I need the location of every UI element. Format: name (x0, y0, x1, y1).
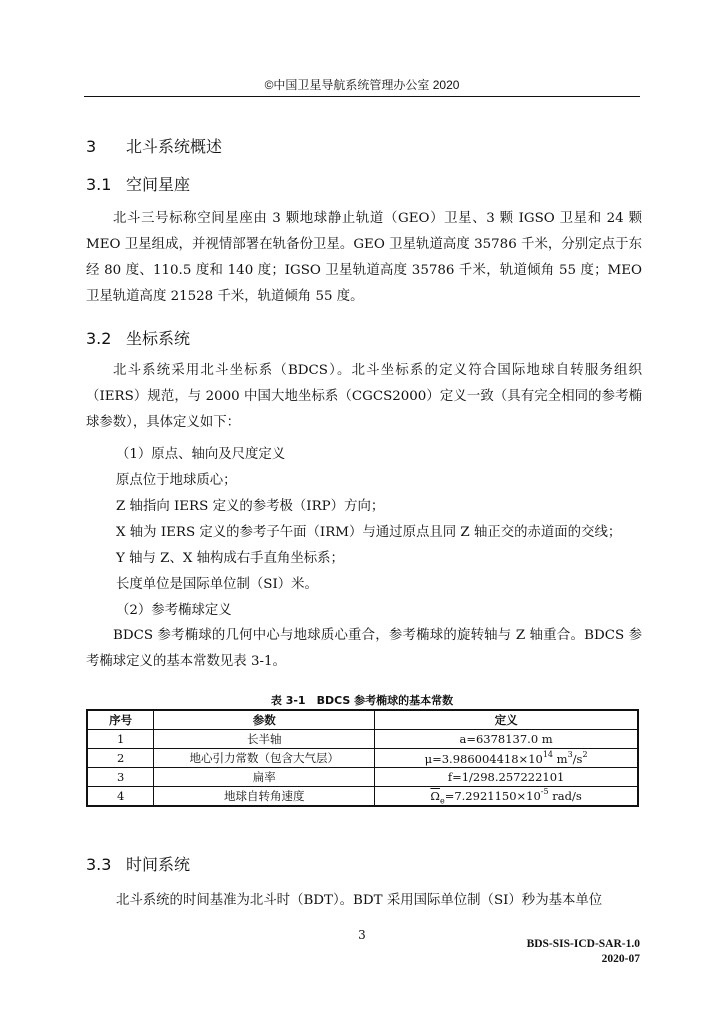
section-number: 3 (86, 137, 97, 156)
definition-cell (375, 787, 638, 807)
exponent: -5 (540, 787, 549, 796)
definition-line: Y 轴与 Z、X 轴构成右手直角坐标系； (116, 551, 344, 566)
section-3-2-heading (86, 326, 190, 349)
subheading-1: （1）原点、轴向及尺度定义 (116, 447, 286, 462)
ellipsoid-constants-table (86, 709, 639, 807)
section-number: 3.1 (86, 175, 112, 194)
column-header: 定义 (375, 710, 638, 730)
definition-unit: /s (572, 752, 583, 766)
row-number: 2 (87, 749, 154, 768)
table-row (87, 749, 638, 768)
section-3-3-heading (86, 852, 190, 875)
constellation-paragraph: 北斗三号标称空间星座由 3 颗地球静止轨道（GEO）卫星、3 颗 IGSO 卫星和 24 颗 MEO 卫星组成，并视情部署在轨备份卫星。GEO 卫星轨道高度 35786 千米，分别定点于东经 80 度、110.5 度和 140 度；IGSO 卫星轨道高度 35786 千米，轨道倾角 55 度；MEO 卫星轨道高度 21528 千米，轨道倾角 55 度。 (86, 211, 642, 304)
time-system-paragraph: 北斗系统的时间基准为北斗时（BDT）。BDT 采用国际单位制（SI）秒为基本单位 (116, 893, 603, 908)
table-row (87, 730, 638, 749)
section-title: 北斗系统概述 (126, 137, 223, 156)
subscript: e (439, 796, 445, 806)
row-number: 1 (87, 730, 154, 749)
omega-symbol: $\overline{\Omega}$ (430, 789, 440, 803)
definition-unit: m (553, 752, 568, 766)
section-number: 3.2 (86, 329, 112, 348)
table-caption: 表 3-1 BDCS 参考椭球的基本常数 (270, 694, 454, 707)
subheading-2: （2）参考椭球定义 (116, 603, 232, 618)
exponent: 14 (542, 750, 554, 759)
definition-unit: rad/s (548, 789, 582, 803)
section-title: 时间系统 (126, 855, 191, 874)
section-3-1-heading (86, 172, 190, 195)
definition-text: a=6378137.0 m (459, 732, 553, 746)
section-number: 3.3 (86, 855, 112, 874)
section-3-heading (86, 134, 222, 157)
column-header: 参数 (154, 710, 375, 730)
exponent: 3 (567, 750, 573, 759)
definition-line: 长度单位是国际单位制（SI）米。 (116, 577, 318, 592)
definition-cell (375, 768, 638, 787)
param-cell: 扁率 (154, 768, 375, 787)
table-row (87, 768, 638, 787)
row-number: 3 (87, 768, 154, 787)
definition-text: =7.2921150×10 (444, 789, 541, 803)
section-title: 坐标系统 (126, 329, 191, 348)
document-code: BDS-SIS-ICD-SAR-1.0 (526, 938, 640, 950)
running-header: ©中国卫星导航系统管理办公室 2020 (264, 78, 460, 92)
section-title: 空间星座 (126, 175, 191, 194)
param-cell: 长半轴 (154, 730, 375, 749)
ellipsoid-paragraph: BDCS 参考椭球的几何中心与地球质心重合，参考椭球的旋转轴与 Z 轴重合。BDCS 参考椭球定义的基本常数见表 3-1。 (86, 628, 642, 669)
document-date: 2020-07 (601, 953, 640, 965)
table-header-row (87, 710, 638, 730)
param-cell: 地球自转角速度 (154, 787, 375, 807)
definition-line: Z 轴指向 IERS 定义的参考极（IRP）方向； (116, 499, 385, 514)
definition-text: f=1/298.257222101 (447, 770, 565, 784)
definition-cell (375, 730, 638, 749)
param-cell: 地心引力常数（包含大气层） (154, 749, 375, 768)
row-number: 4 (87, 787, 154, 807)
column-header: 序号 (87, 710, 154, 730)
definition-cell (375, 749, 638, 768)
exponent: 2 (582, 750, 588, 759)
header-rule (84, 96, 640, 97)
definition-line: X 轴为 IERS 定义的参考子午面（IRM）与通过原点且同 Z 轴正交的赤道面的交线； (116, 525, 622, 540)
coordinate-paragraph: 北斗系统采用北斗坐标系（BDCS）。北斗坐标系的定义符合国际地球自转服务组织（IERS）规范，与 2000 中国大地坐标系（CGCS2000）定义一致（具有完全相同的参考椭球参数），具体定义如下： (86, 363, 642, 430)
page-number: 3 (358, 928, 366, 942)
table-row (87, 787, 638, 807)
definition-line: 原点位于地球质心； (116, 473, 237, 488)
definition-text: μ=3.986004418×10 (424, 752, 543, 766)
